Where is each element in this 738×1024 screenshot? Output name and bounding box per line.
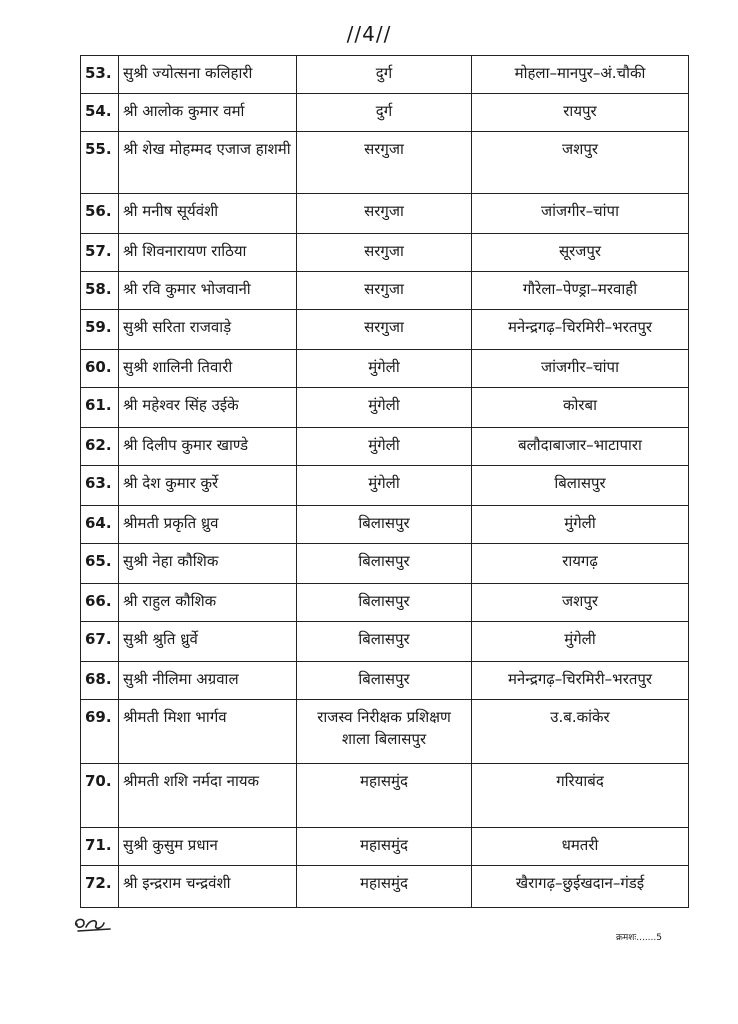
serial-number: 67.	[81, 622, 119, 662]
employee-name: सुश्री शालिनी तिवारी	[119, 350, 297, 388]
table-row	[81, 194, 689, 234]
table-row	[81, 662, 689, 700]
employee-name: श्री शेख मोहम्मद एजाज हाशमी	[119, 132, 297, 194]
to-district: जांजगीर–चांपा	[472, 194, 689, 234]
from-district: बिलासपुर	[297, 662, 472, 700]
from-district: बिलासपुर	[297, 544, 472, 584]
serial-number: 60.	[81, 350, 119, 388]
from-district: दुर्ग	[297, 94, 472, 132]
serial-number: 58.	[81, 272, 119, 310]
table-row	[81, 466, 689, 506]
to-district: मुंगेली	[472, 622, 689, 662]
table-row	[81, 388, 689, 428]
serial-number: 65.	[81, 544, 119, 584]
to-district: मनेन्द्रगढ़–चिरमिरी–भरतपुर	[472, 662, 689, 700]
to-district: धमतरी	[472, 828, 689, 866]
to-district: जशपुर	[472, 132, 689, 194]
table-row	[81, 272, 689, 310]
from-district: महासमुंद	[297, 828, 472, 866]
employee-name: श्री दिलीप कुमार खाण्डे	[119, 428, 297, 466]
from-district: बिलासपुर	[297, 584, 472, 622]
employee-name: श्री आलोक कुमार वर्मा	[119, 94, 297, 132]
from-district: मुंगेली	[297, 350, 472, 388]
serial-number: 71.	[81, 828, 119, 866]
employee-name: श्री राहुल कौशिक	[119, 584, 297, 622]
serial-number: 66.	[81, 584, 119, 622]
table-row	[81, 56, 689, 94]
serial-number: 53.	[81, 56, 119, 94]
employee-name: श्री रवि कुमार भोजवानी	[119, 272, 297, 310]
to-district: मोहला–मानपुर–अं.चौकी	[472, 56, 689, 94]
table-row	[81, 700, 689, 764]
employee-name: सुश्री सरिता राजवाड़े	[119, 310, 297, 350]
employee-name: श्री मनीष सूर्यवंशी	[119, 194, 297, 234]
serial-number: 57.	[81, 234, 119, 272]
transfer-table	[80, 55, 689, 908]
employee-name: सुश्री नेहा कौशिक	[119, 544, 297, 584]
to-district: रायपुर	[472, 94, 689, 132]
to-district: बिलासपुर	[472, 466, 689, 506]
serial-number: 68.	[81, 662, 119, 700]
to-district: सूरजपुर	[472, 234, 689, 272]
from-district: सरगुजा	[297, 234, 472, 272]
to-district: गौरेला–पेण्ड्रा–मरवाही	[472, 272, 689, 310]
from-district: राजस्व निरीक्षक प्रशिक्षण शाला बिलासपुर	[297, 700, 472, 764]
to-district: उ.ब.कांकेर	[472, 700, 689, 764]
continued-note: क्रमशः.......5	[616, 933, 662, 943]
serial-number: 70.	[81, 764, 119, 828]
from-district: बिलासपुर	[297, 622, 472, 662]
to-district: जशपुर	[472, 584, 689, 622]
from-district: सरगुजा	[297, 132, 472, 194]
table-row	[81, 234, 689, 272]
employee-name: श्री महेश्वर सिंह उईके	[119, 388, 297, 428]
serial-number: 56.	[81, 194, 119, 234]
table-row	[81, 866, 689, 908]
employee-name: श्री देश कुमार कुर्रे	[119, 466, 297, 506]
table-row	[81, 584, 689, 622]
serial-number: 63.	[81, 466, 119, 506]
from-district: मुंगेली	[297, 388, 472, 428]
from-district: दुर्ग	[297, 56, 472, 94]
to-district: मुंगेली	[472, 506, 689, 544]
to-district: मनेन्द्रगढ़–चिरमिरी–भरतपुर	[472, 310, 689, 350]
serial-number: 59.	[81, 310, 119, 350]
page-number: //4//	[346, 22, 392, 46]
to-district: कोरबा	[472, 388, 689, 428]
serial-number: 64.	[81, 506, 119, 544]
to-district: बलौदाबाजार–भाटापारा	[472, 428, 689, 466]
employee-name: श्रीमती शशि नर्मदा नायक	[119, 764, 297, 828]
employee-name: सुश्री ज्योत्सना कलिहारी	[119, 56, 297, 94]
employee-name: श्रीमती मिशा भार्गव	[119, 700, 297, 764]
signature-mark	[72, 915, 114, 935]
serial-number: 72.	[81, 866, 119, 908]
from-district: महासमुंद	[297, 866, 472, 908]
table-row	[81, 310, 689, 350]
from-district: मुंगेली	[297, 428, 472, 466]
serial-number: 62.	[81, 428, 119, 466]
employee-name: सुश्री श्रुति ध्रुर्वे	[119, 622, 297, 662]
table-row	[81, 506, 689, 544]
table-row	[81, 828, 689, 866]
employee-name: श्री शिवनारायण राठिया	[119, 234, 297, 272]
from-district: मुंगेली	[297, 466, 472, 506]
table-row	[81, 94, 689, 132]
serial-number: 69.	[81, 700, 119, 764]
from-district: सरगुजा	[297, 310, 472, 350]
to-district: खैरागढ़–छुईखदान–गंडई	[472, 866, 689, 908]
employee-name: सुश्री कुसुम प्रधान	[119, 828, 297, 866]
table-row	[81, 350, 689, 388]
serial-number: 55.	[81, 132, 119, 194]
table-row	[81, 428, 689, 466]
serial-number: 54.	[81, 94, 119, 132]
from-district: सरगुजा	[297, 272, 472, 310]
to-district: जांजगीर–चांपा	[472, 350, 689, 388]
table-row	[81, 622, 689, 662]
employee-name: सुश्री नीलिमा अग्रवाल	[119, 662, 297, 700]
employee-name: श्रीमती प्रकृति ध्रुव	[119, 506, 297, 544]
table-row	[81, 544, 689, 584]
employee-name: श्री इन्द्रराम चन्द्रवंशी	[119, 866, 297, 908]
serial-number: 61.	[81, 388, 119, 428]
from-district: सरगुजा	[297, 194, 472, 234]
to-district: गरियाबंद	[472, 764, 689, 828]
table-row	[81, 132, 689, 194]
from-district: महासमुंद	[297, 764, 472, 828]
transfer-table-body	[81, 56, 689, 908]
table-row	[81, 764, 689, 828]
to-district: रायगढ़	[472, 544, 689, 584]
from-district: बिलासपुर	[297, 506, 472, 544]
